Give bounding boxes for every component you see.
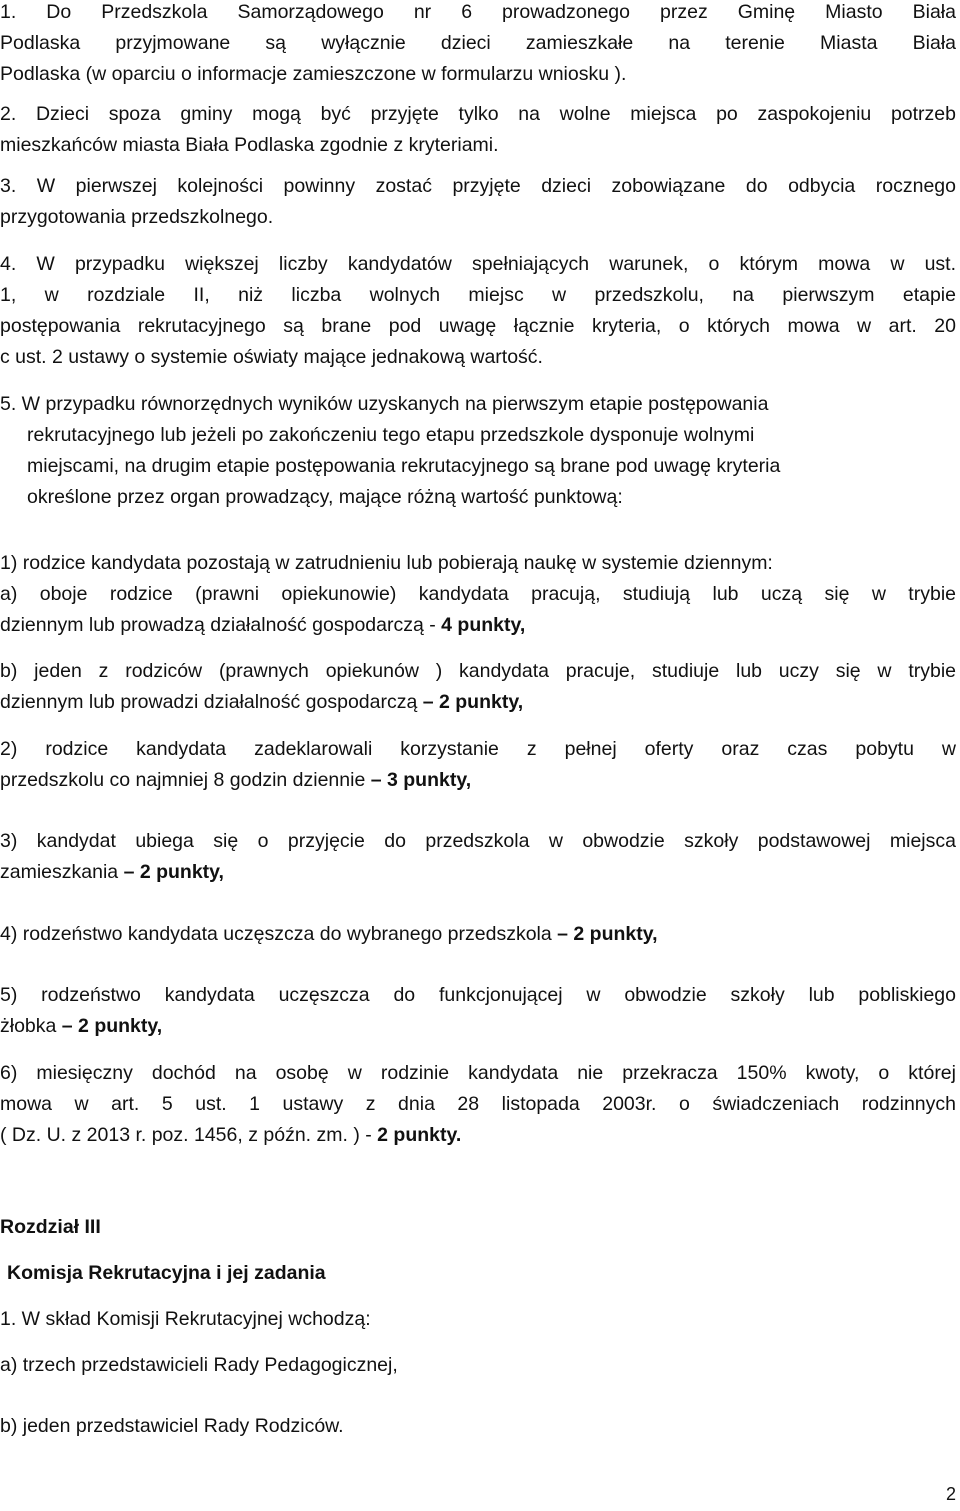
- text-line: c ust. 2 ustawy o systemie oświaty mające jednakową wartość.: [0, 346, 543, 368]
- points-value: – 3 punkty,: [370, 769, 472, 791]
- paragraph-item-1: [0, 0, 956, 90]
- text-line: 5) rodzeństwo kandydata uczęszcza do funkcjonującej w obwodzie szkoły lub pobliskiego: [0, 984, 956, 1006]
- text-line: określone przez organ prowadzący, mające różną wartość punktową:: [27, 486, 623, 508]
- points-value: – 2 punkty,: [61, 1015, 163, 1037]
- text-line: miejscami, na drugim etapie postępowania rekrutacyjnego są brane pod uwagę kryteria: [27, 455, 781, 477]
- text-line: Podlaska (w oparciu o informacje zamieszczone w formularzu wniosku ).: [0, 63, 627, 85]
- chapter-subtitle: Komisja Rekrutacyjna i jej zadania: [7, 1262, 326, 1284]
- text-line: mowa w art. 5 ust. 1 ustawy z dnia 28 listopada 2003r. o świadczeniach rodzinnych: [0, 1093, 956, 1115]
- criterion-text: zamieszkania: [0, 861, 124, 883]
- text-line: [0, 919, 956, 950]
- paragraph-item-5: [0, 389, 956, 513]
- text-line: 5. W przypadku równorzędnych wyników uzyskanych na pierwszym etapie postępowania: [0, 393, 769, 415]
- text-line: Podlaska przyjmowane są wyłącznie dzieci zamieszkałe na terenie Miasta Biała: [0, 32, 956, 54]
- text-line: [0, 687, 956, 718]
- points-value: – 2 punkty,: [123, 861, 224, 883]
- text-line: [0, 765, 956, 796]
- text-line: 1. W skład Komisji Rekrutacyjnej wchodzą:: [0, 1308, 371, 1330]
- text-line: 2. Dzieci spoza gminy mogą być przyjęte tylko na wolne miejsca po zaspokojeniu potrzeb: [0, 103, 956, 125]
- points-value: 4 punkty,: [441, 614, 526, 636]
- text-line: 4. W przypadku większej liczby kandydatów spełniających warunek, o którym mowa w ust.: [0, 253, 956, 275]
- text-line: 3) kandydat ubiega się o przyjęcie do przedszkola w obwodzie szkoły podstawowej miejsca: [0, 830, 956, 852]
- text-line: 1) rodzice kandydata pozostają w zatrudnieniu lub pobierają naukę w systemie dziennym:: [0, 552, 773, 574]
- text-line: [0, 1120, 956, 1151]
- committee-item-a: [0, 1350, 956, 1381]
- criterion-3: [0, 826, 956, 888]
- text-line: b) jeden z rodziców (prawnych opiekunów ) kandydata pracuje, studiuje lub uczy się w trybie: [0, 660, 956, 682]
- text-line: postępowania rekrutacyjnego są brane pod uwagę łącznie kryteria, o których mowa w art. 20: [0, 315, 956, 337]
- committee-intro: [0, 1304, 956, 1335]
- criterion-1b: [0, 656, 956, 718]
- criterion-text: dziennym lub prowadzą działalność gospodarczą -: [0, 614, 442, 636]
- text-line: [0, 857, 956, 888]
- criterion-text: przedszkolu co najmniej 8 godzin dziennie: [0, 769, 371, 791]
- text-line: mieszkańców miasta Biała Podlaska zgodnie z kryteriami.: [0, 134, 499, 156]
- points-value: – 2 punkty,: [422, 691, 524, 713]
- criterion-6: [0, 1058, 956, 1151]
- criterion-1: [0, 548, 956, 641]
- text-line: 3. W pierwszej kolejności powinny zostać przyjęte dzieci zobowiązane do odbycia rocznego: [0, 175, 956, 197]
- text-line: 1, w rozdziale II, niż liczba wolnych miejsc w przedszkolu, na pierwszym etapie: [0, 284, 956, 306]
- chapter-title-block: [0, 1212, 956, 1243]
- text-line: b) jeden przedstawiciel Rady Rodziców.: [0, 1415, 344, 1437]
- text-line: a) oboje rodzice (prawni opiekunowie) kandydata pracują, studiują lub uczą się w trybie: [0, 583, 956, 605]
- text-line: [0, 610, 956, 641]
- text-line: a) trzech przedstawicieli Rady Pedagogicznej,: [0, 1354, 398, 1376]
- criterion-2: [0, 734, 956, 796]
- text-line: przygotowania przedszkolnego.: [0, 206, 274, 228]
- text-line: 1. Do Przedszkola Samorządowego nr 6 prowadzonego przez Gminę Miasto Biała: [0, 1, 956, 23]
- chapter-title: Rozdział III: [0, 1216, 101, 1238]
- text-line: 6) miesięczny dochód na osobę w rodzinie kandydata nie przekracza 150% kwoty, o której: [0, 1062, 956, 1084]
- chapter-subtitle-block: [0, 1258, 960, 1289]
- criterion-text: 4) rodzeństwo kandydata uczęszcza do wybranego przedszkola: [0, 923, 558, 945]
- criterion-5: [0, 980, 956, 1042]
- criterion-4: [0, 919, 956, 950]
- criterion-text: żłobka: [0, 1015, 62, 1037]
- committee-item-b: [0, 1411, 956, 1442]
- text-line: 2) rodzice kandydata zadeklarowali korzystanie z pełnej oferty oraz czas pobytu w: [0, 738, 956, 760]
- text-line: [0, 1011, 956, 1042]
- points-value: 2 punkty.: [377, 1124, 462, 1146]
- points-value: – 2 punkty,: [557, 923, 658, 945]
- text-line: rekrutacyjnego lub jeżeli po zakończeniu tego etapu przedszkole dysponuje wolnymi: [27, 424, 755, 446]
- criterion-text: ( Dz. U. z 2013 r. poz. 1456, z późn. zm. ) -: [0, 1124, 378, 1146]
- criterion-text: dziennym lub prowadzi działalność gospodarczą: [0, 691, 423, 713]
- paragraph-item-3: [0, 171, 956, 233]
- page-number: 2: [945, 1484, 956, 1504]
- paragraph-item-4: [0, 249, 956, 373]
- paragraph-item-2: [0, 99, 956, 161]
